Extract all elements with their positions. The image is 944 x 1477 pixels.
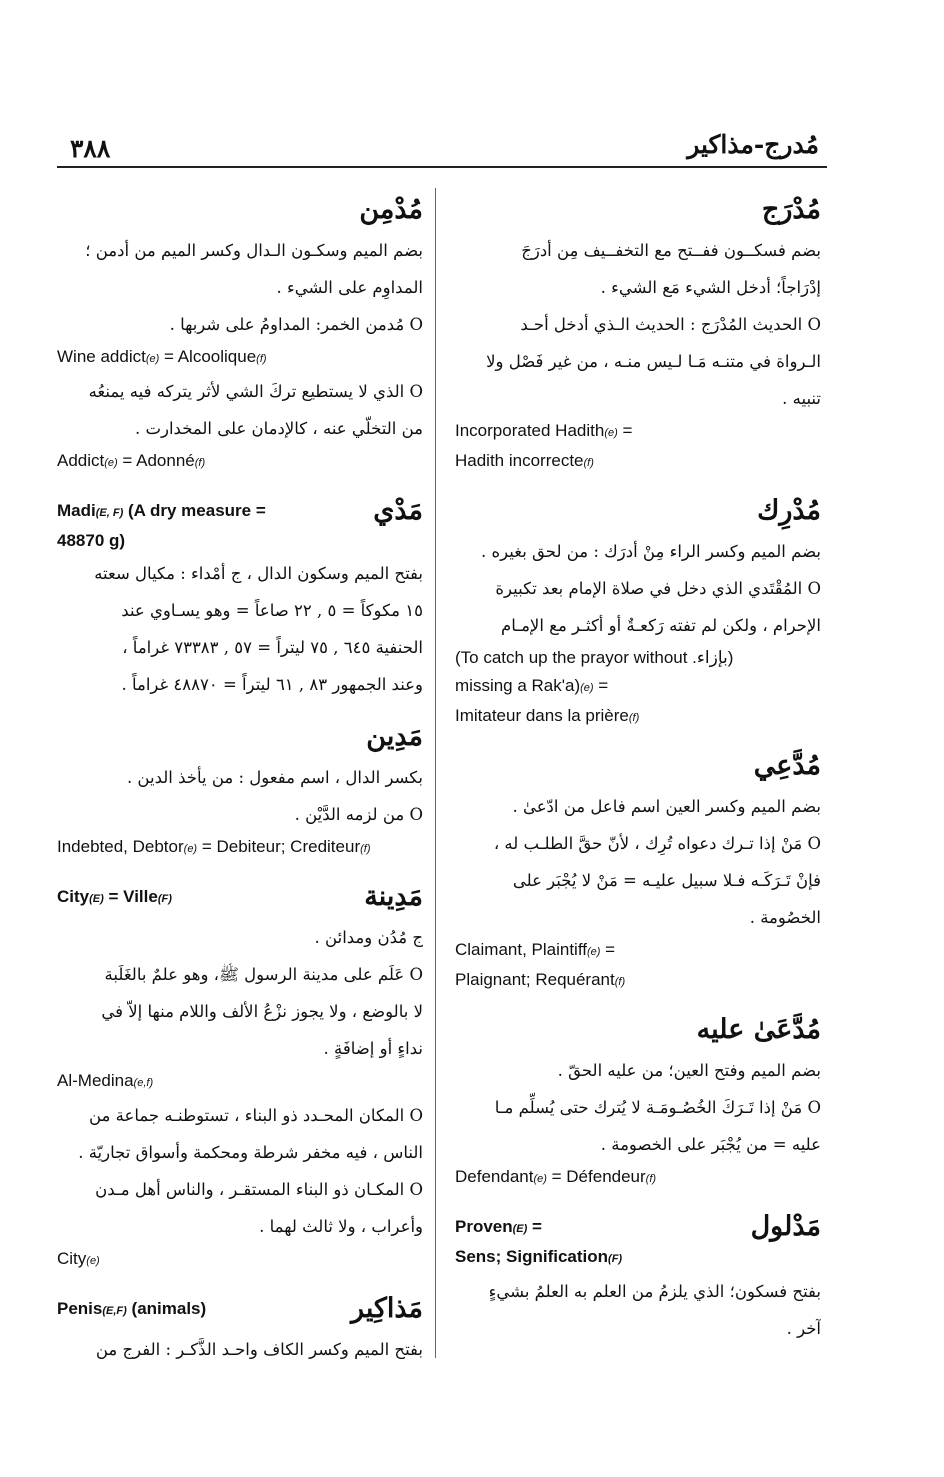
sense-line: O الحديث المُدْرَج : الحديث الـذي أدخل أحـد: [520, 315, 821, 334]
translation: Addict(e) = Adonné(f): [57, 451, 206, 470]
right-column: [455, 188, 821, 1359]
translation: Incorporated Hadith(e) =: [455, 421, 633, 440]
entry-mudraj: [455, 188, 821, 477]
entry-mudmin: [57, 188, 423, 477]
sense-line: O مُدمن الخمر: المداومُ على شربها .: [169, 315, 423, 334]
headword: مَدِين: [366, 721, 423, 752]
running-title: مُدرج-مذاكير: [687, 130, 819, 159]
sense-line: الإحرام ، ولكن لم تفته رَكعـةٌ أو أكثـر مع الإمـام: [501, 616, 821, 635]
entry-mady: [57, 489, 423, 703]
headword-translation: Penis(E,F) (animals): [57, 1299, 207, 1318]
definition-line: بكسر الدال ، اسم مفعول : من يأخذ الدين .: [126, 768, 423, 787]
translation: Imitateur dans la prière(f): [455, 706, 640, 725]
headword-translation: City(E) = Ville(F): [57, 887, 172, 906]
translation: Wine addict(e) = Alcoolique(f): [57, 347, 267, 366]
page-number: ٣٨٨: [70, 134, 111, 163]
definition-line: آخر .: [786, 1319, 821, 1338]
sense-line: الخصُومة .: [749, 908, 821, 927]
sense-line: O عَلَم على مدينة الرسول ﷺ، وهو علمٌ بالغَلَبة: [104, 965, 423, 984]
definition-line: وعند الجمهور ٨٣ , ٦١ ليتراً = ٤٨٨٧٠ غراماً .: [121, 675, 423, 694]
headword: مَدْي: [373, 495, 423, 526]
sense-line: لا بالوضع ، ولا يجوز نزْعُ الألف واللام منها إلاّ في: [101, 1002, 423, 1021]
sense-line: من التخلّي عنه ، كالإدمان على المخدارت .: [134, 419, 423, 438]
sense-line: وأعراب ، ولا ثالث لهما .: [259, 1217, 423, 1236]
definition-line: بضم الميم وفتح العين؛ من عليه الحقّ .: [557, 1061, 821, 1080]
sense-line: O من لزمه الدَّيْن .: [294, 805, 423, 824]
headword: مُدْرَج: [761, 194, 821, 225]
sense-line: O المُقْتَدي الذي دخل في صلاة الإمام بعد تكبيرة: [495, 579, 821, 598]
sense-line: O المكـان ذو البناء المستقـر ، والناس أهل مـدن: [95, 1180, 423, 1199]
headword-translation: Madi(E, F) (A dry measure = 48870 g): [57, 501, 266, 550]
left-column: [57, 188, 423, 1380]
translation: Defendant(e) = Défendeur(f): [455, 1167, 657, 1186]
sense-line: فإنْ تَـرَكَـه فـلا سبيل عليـه = مَنْ لا يُجْبَر على: [512, 871, 821, 890]
entry-muddai: [455, 744, 821, 996]
header-rule: [57, 166, 827, 168]
translation: Hadith incorrecte(f): [455, 451, 594, 470]
headword: مَدِينة: [364, 881, 423, 912]
sense-line: الـرواة في متنـه مَـا لـيس منـه ، من غير فَصْل ولا: [486, 352, 821, 371]
translation: (To catch up the prayor without .بإزاء): [455, 648, 734, 667]
definition-line: بضم فسكــون ففــتح مع التخفــيف مِن أدرَجَ: [521, 241, 821, 260]
translation: Indebted, Debtor(e) = Debiteur; Crediteur(f): [57, 837, 371, 856]
column-divider: [435, 188, 436, 1358]
translation: City(e): [57, 1249, 100, 1268]
sense-line: O المكان المحـدد ذو البناء ، تستوطنـه جماعة من: [88, 1106, 423, 1125]
sense-line: عليه = من يُجْبَر على الخصومة .: [600, 1135, 821, 1154]
entry-madhakir: [57, 1287, 423, 1368]
headword: مَدْلول: [750, 1211, 821, 1242]
sense-line: تنبيه .: [782, 389, 821, 408]
translation: Claimant, Plaintiff(e) =: [455, 940, 616, 959]
definition-line: بضم الميم وكسر العين اسم فاعل من ادّعىٰ .: [512, 797, 821, 816]
headword: مُدَّعَىٰ عليه: [696, 1014, 821, 1045]
translation: missing a Rak'a)(e) =: [455, 676, 609, 695]
definition-line: ١٥ مكوكاً = ٥ , ٢٢ صاعاً = وهو يسـاوي عند: [121, 601, 423, 620]
sense-line: نداءٍ أو إضافَةٍ .: [323, 1039, 423, 1058]
definition-line: المداوِم على الشيء .: [276, 278, 423, 297]
headword: مُدْرِك: [757, 495, 821, 526]
entry-madin: [57, 715, 423, 863]
headword-translation: Proven(E) = Sens; Signification(F): [455, 1217, 623, 1266]
sense-line: الناس ، فيه مخفر شرطة ومحكمة وأسواق تجاريّة .: [78, 1143, 423, 1162]
definition-line: ج مُدُن ومدائن .: [314, 928, 423, 947]
headword: مُدْمِن: [359, 194, 423, 225]
definition-line: الحنفية ٦٤٥ , ٧٥ ليتراً = ٥٧ , ٧٣٣٨٣ غراماً ،: [122, 638, 423, 657]
sense-line: O مَنْ إذا تـرك دعواه تُرِك ، لأنّ حقَّ الطلـب له ،: [493, 834, 821, 853]
sense-line: O مَنْ إذا تَـرَكَ الخُصُـومَـة لا يُترك حتى يُسلِّم مـا: [494, 1098, 821, 1117]
entry-muddaa-alayh: [455, 1008, 821, 1193]
definition-line: بضم الميم وسكـون الـدال وكسر الميم من أدمن ؛: [85, 241, 423, 260]
definition-line: بفتح الميم وكسر الكاف واحـد الذَّكـر : الفرج من: [95, 1340, 423, 1359]
sense-line: O الذي لا يستطيع تركَ الشي لأثر يتركه فيه يمنعُه: [88, 382, 423, 401]
translation: Plaignant; Requérant(f): [455, 970, 626, 989]
definition-line: بضم الميم وكسر الراء مِنْ أدرَك : من لحق بغيره .: [481, 542, 821, 561]
entry-madlul: [455, 1205, 821, 1347]
definition-line: إدْرَاجاً؛ أدخل الشيء مَع الشيء .: [600, 278, 821, 297]
definition-line: بفتح فسكون؛ الذي يلزمُ من العلم به العلمُ بشيءٍ: [488, 1282, 821, 1301]
headword: مَذاكِير: [350, 1293, 423, 1324]
headword: مُدَّعِي: [753, 750, 821, 781]
translation: Al-Medina(e,f): [57, 1071, 154, 1090]
entry-mudrik: [455, 489, 821, 732]
definition-line: بفتح الميم وسكون الدال ، ج أمْداء : مكيال سعته: [94, 564, 423, 583]
entry-madina: [57, 875, 423, 1275]
